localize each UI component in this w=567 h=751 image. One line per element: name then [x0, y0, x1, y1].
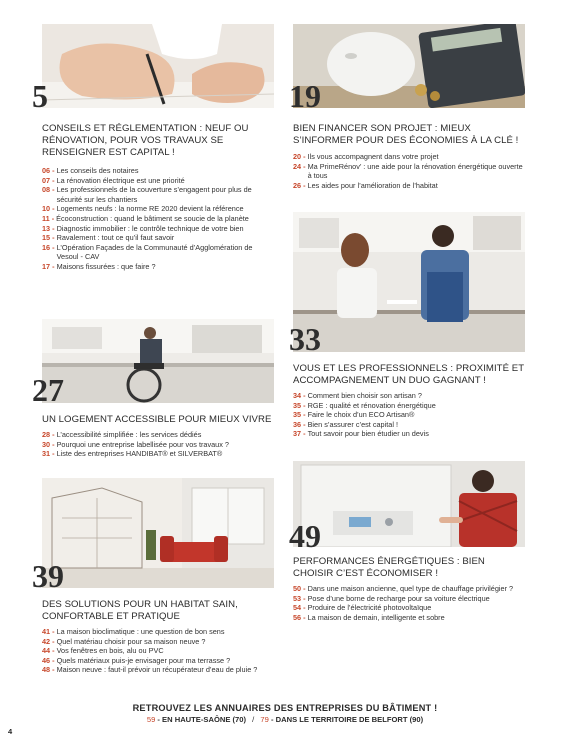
piggy-bank-calculator-photo — [293, 24, 525, 108]
list-item[interactable]: 44 - Vos fenêtres en bois, alu ou PVC — [42, 646, 164, 656]
section-items — [42, 166, 274, 272]
footer-separator: / — [252, 715, 255, 724]
list-item[interactable]: 30 - Pourquoi une entreprise labellisée pour vos travaux ? — [42, 439, 229, 449]
list-item[interactable]: 07 - La rénovation électrique est une priorité — [42, 175, 185, 185]
notary-signing-photo — [42, 24, 274, 108]
section-items — [293, 584, 525, 622]
list-item[interactable]: 56 - La maison de demain, intelligente et sobre — [293, 612, 445, 622]
section-title: VOUS ET LES PROFESSIONNELS : PROXIMITÉ ET ACCOMPAGNEMENT UN DUO GAGNANT ! — [293, 363, 524, 386]
list-item[interactable]: 16 - L’Opération Façades de la Communauté d’Agglomération de Vesoul - CAV — [42, 242, 253, 262]
list-item[interactable]: 54 - Produire de l’électricité photovoltaïque — [293, 603, 432, 613]
list-item[interactable]: 48 - Maison neuve : faut-il prévoir un récupérateur d’eau de pluie ? — [42, 665, 258, 675]
list-item[interactable]: 36 - Bien s’assurer c’est capital ! — [293, 419, 399, 429]
list-item[interactable]: 42 - Quel matériau choisir pour sa maison neuve ? — [42, 636, 206, 646]
list-item[interactable]: 35 - Faire le choix d’un ECO Artisan® — [293, 410, 415, 420]
list-item[interactable]: 24 - Ma PrimeRénov’ : une aide pour la rénovation énergétique ouverte à tous — [293, 161, 523, 181]
left-column — [32, 0, 274, 700]
footer-page-a[interactable]: 59 — [146, 715, 156, 724]
section-number: 19 — [289, 78, 321, 114]
section-title: UN LOGEMENT ACCESSIBLE POUR MIEUX VIVRE — [42, 414, 272, 425]
section-title: BIEN FINANCER SON PROJET : MIEUX S’INFORMER POUR DES ÉCONOMIES À LA CLÉ ! — [293, 123, 519, 146]
list-item[interactable]: 50 - Dans une maison ancienne, quel type de chauffage privilégier ? — [293, 584, 514, 593]
wheelchair-kitchen-photo — [42, 319, 274, 403]
footer-label-b[interactable]: - DANS LE TERRITOIRE DE BELFORT (90) — [270, 715, 424, 724]
right-column — [289, 0, 525, 700]
section-number: 27 — [32, 372, 64, 408]
section-number: 49 — [289, 518, 321, 554]
list-item[interactable]: 28 - L’accessibilité simplifiée : les services dédiés — [42, 430, 202, 439]
section-number: 33 — [289, 321, 321, 357]
list-item[interactable]: 46 - Quels matériaux puis-je envisager pour ma terrasse ? — [42, 655, 231, 665]
list-item[interactable]: 41 - La maison bioclimatique : une question de bon sens — [42, 627, 225, 636]
list-item[interactable]: 53 - Pose d’une borne de recharge pour sa voiture électrique — [293, 593, 490, 603]
list-item[interactable]: 31 - Liste des entreprises HANDIBAT® et SILVERBAT® — [42, 449, 223, 459]
boiler-technician-photo — [293, 461, 525, 547]
footer-annuaires — [30, 703, 540, 724]
list-item[interactable]: 20 - Ils vous accompagnent dans votre projet — [293, 152, 439, 161]
list-item[interactable]: 35 - RGE : qualité et rénovation énergétique — [293, 400, 436, 410]
section-number: 39 — [32, 558, 64, 594]
page-number: 4 — [8, 727, 13, 736]
interior-design-sketch-photo — [42, 478, 274, 588]
section-number: 5 — [32, 78, 48, 114]
list-item[interactable]: 26 - Les aides pour l’amélioration de l’habitat — [293, 180, 438, 190]
list-item[interactable]: 13 - Diagnostic immobilier : le contrôle technique de votre bien — [42, 223, 244, 233]
section-items — [42, 627, 274, 675]
list-item[interactable]: 17 - Maisons fissurées : que faire ? — [42, 261, 156, 271]
section-items — [42, 430, 274, 459]
footer-headline: RETROUVEZ LES ANNUAIRES DES ENTREPRISES DU BÂTIMENT ! — [132, 703, 438, 713]
section-items — [293, 391, 525, 439]
list-item[interactable]: 15 - Ravalement : tout ce qu’il faut savoir — [42, 233, 175, 243]
section-title: PERFORMANCES ÉNERGÉTIQUES : BIEN CHOISIR C’EST ÉCONOMISER ! — [293, 556, 485, 579]
section-title: DES SOLUTIONS POUR UN HABITAT SAIN, CONFORTABLE ET PRATIQUE — [42, 599, 238, 622]
list-item[interactable]: 10 - Logements neufs : la norme RE 2020 devient la référence — [42, 204, 244, 214]
footer-label-a[interactable]: - EN HAUTE-SAÔNE (70) — [157, 715, 247, 724]
list-item[interactable]: 08 - Les professionnels de la couverture s’engagent pour plus de sécurité sur les chantiers — [42, 185, 252, 204]
list-item[interactable]: 11 - Écoconstruction : quand le bâtiment se soucie de la planète — [42, 213, 249, 223]
craftsman-client-photo — [293, 212, 525, 352]
list-item[interactable]: 06 - Les conseils des notaires — [42, 166, 139, 175]
list-item[interactable]: 34 - Comment bien choisir son artisan ? — [293, 391, 422, 400]
section-title: CONSEILS ET RÉGLEMENTATION : NEUF OU RÉNOVATION, POUR VOS TRAVAUX SE RENSEIGNER EST CAPITAL ! — [42, 123, 249, 158]
list-item[interactable]: 37 - Tout savoir pour bien étudier un devis — [293, 429, 429, 439]
section-items — [293, 152, 525, 190]
footer-links — [30, 715, 540, 724]
footer-page-b[interactable]: 79 — [260, 715, 269, 724]
